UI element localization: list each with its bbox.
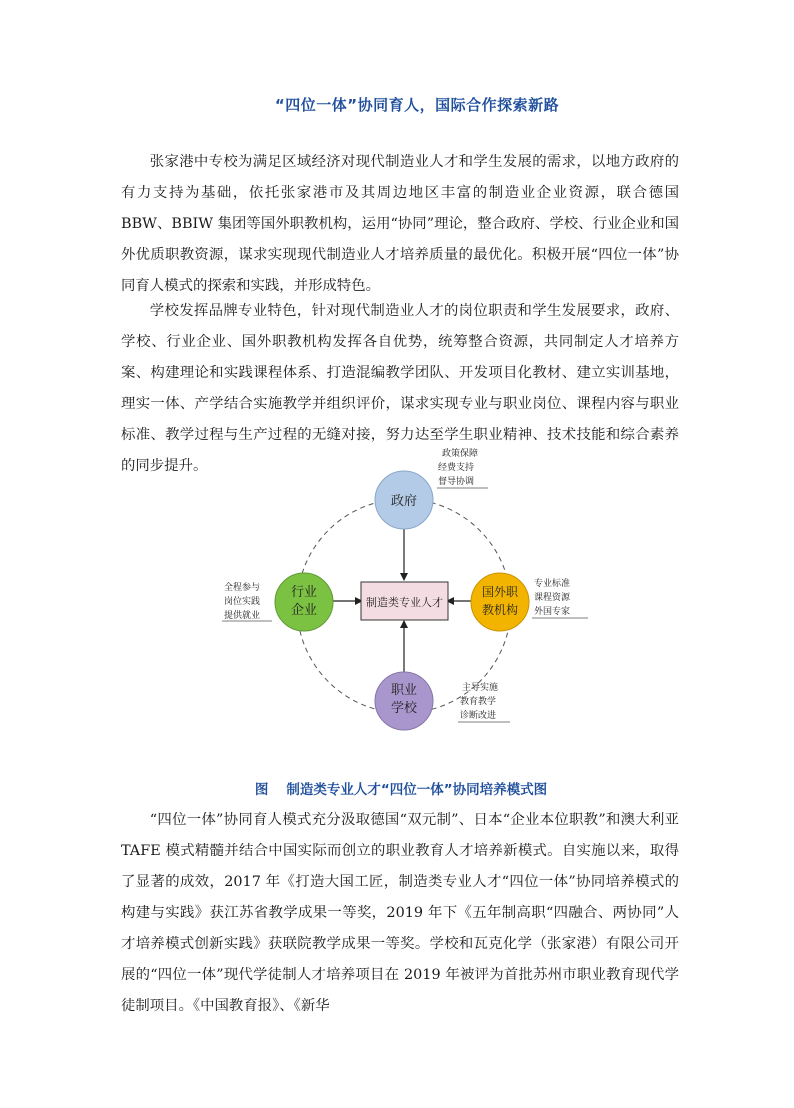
paragraph-1: 张家港中专校为满足区域经济对现代制造业人才和学生发展的需求，以地方政府的有力支持为基础，依托张家港市及其周边地区丰富的制造业企业资源，联合德国 BBW、BBIW 集团等国外职教机构，运用“协同”理论，整合政府、学校、行业企业和国外优质职教资源，谋求实现现代制造业人才培养质量的最优化。积极开展“四位一体”协同育人模式的探索和实践，并形成特色。: [121, 154, 679, 294]
government-note-3: 督导协调: [438, 477, 475, 487]
school-label-2: 学校: [390, 701, 418, 716]
figure-caption-text: 制造类专业人才“四位一体”协同培养模式图: [286, 782, 548, 798]
foreign-note-1: 专业标准: [534, 579, 571, 589]
industry-note-1: 全程参与: [224, 583, 261, 593]
collaboration-diagram: [200, 449, 530, 728]
government-note-1: 政策保障: [442, 449, 479, 459]
paragraph-3: “四位一体”协同育人模式充分汲取德国“双元制”、日本“企业本位职教”和澳大利亚 TAFE 模式精髓并结合中国实际而创立的职业教育人才培养新模式。自实施以来，取得了显著的成效，2017 年《打造大国工匠，制造类专业人才“四位一体”协同培养模式的构建与实践》获江苏省教学成果一等奖，2019 年下《五年制高职“四融合、两协同”人才培养模式创新实践》获联院教学成果一等奖。学校和瓦克化学（张家港）有限公司开展的“四位一体”现代学徒制人才培养项目在 2019 年被评为首批苏州市职业教育现代学徒制项目。《中国教育报》、《新华: [121, 812, 679, 1014]
industry-note-2: 岗位实践: [224, 597, 261, 607]
article-title: “四位一体”协同育人，国际合作探索新路: [274, 96, 560, 114]
foreign-note-3: 外国专家: [534, 607, 571, 617]
government-label: 政府: [390, 494, 418, 509]
center-label: 制造类专业人才: [366, 596, 443, 609]
school-note-2: 教育教学: [460, 697, 497, 707]
foreign-notes: [532, 574, 594, 624]
figure-label: 图: [254, 782, 269, 798]
industry-label-2: 企业: [290, 603, 318, 618]
school-label-1: 职业: [390, 683, 418, 698]
industry-note-3: 提供就业: [224, 611, 261, 621]
industry-label-1: 行业: [290, 585, 318, 600]
industry-node: [275, 573, 333, 631]
school-note-3: 诊断改进: [460, 711, 497, 721]
foreign-label-2: 教机构: [481, 603, 519, 617]
foreign-label-1: 国外职: [481, 585, 519, 599]
paragraph-2: 学校发挥品牌专业特色，针对现代制造业人才的岗位职责和学生发展要求，政府、学校、行业企业、国外职教机构发挥各自优势，统筹整合资源，共同制定人才培养方案、构建理论和实践课程体系、打造混编教学团队、开发项目化教材、建立实训基地，理实一体、产学结合实施教学并组织评价，谋求实现专业与职业岗位、课程内容与职业标准、教学过程与生产过程的无缝对接，努力达至学生职业精神、技术技能和综合素养的同步提升。: [121, 303, 679, 474]
foreign-note-2: 课程资源: [534, 593, 571, 603]
foreign-node: [471, 573, 529, 631]
figure-caption: [0, 778, 794, 798]
school-note-1: 主导实施: [462, 683, 499, 693]
government-note-2: 经费支持: [438, 463, 475, 473]
